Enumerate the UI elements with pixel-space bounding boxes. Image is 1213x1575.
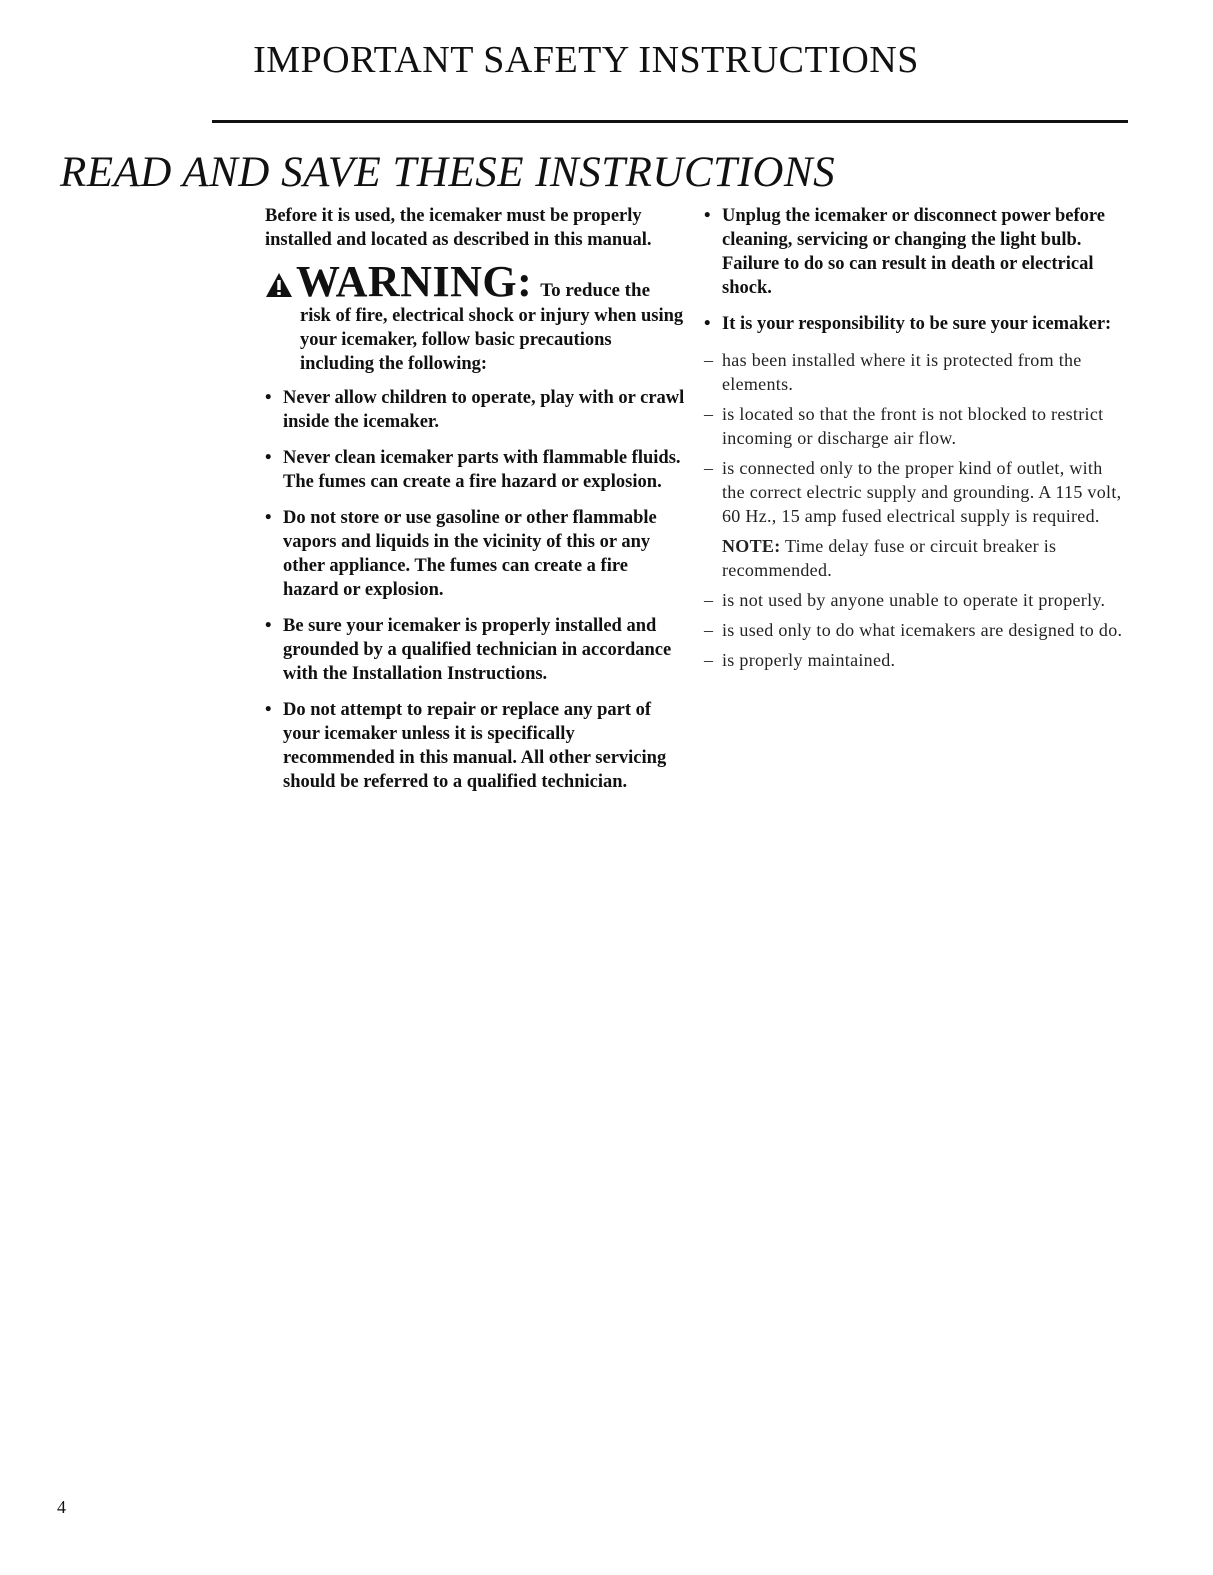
bullet-marker: • bbox=[265, 508, 272, 528]
bullet-marker: • bbox=[265, 700, 272, 720]
section-title: READ AND SAVE THESE INSTRUCTIONS bbox=[60, 149, 836, 196]
requirements-list-continued bbox=[704, 588, 1124, 672]
list-item bbox=[704, 312, 1124, 336]
list-item-text: is used only to do what icemakers are designed to do. bbox=[722, 620, 1123, 640]
list-item-text: has been installed where it is protected from the elements. bbox=[722, 350, 1082, 394]
warning-block bbox=[265, 257, 685, 376]
intro-paragraph: Before it is used, the icemaker must be properly installed and located as described in this manual. bbox=[265, 206, 652, 250]
list-item bbox=[265, 386, 685, 434]
page-number: 4 bbox=[57, 1497, 66, 1517]
warning-label: WARNING: bbox=[296, 257, 533, 306]
list-item-text: Do not store or use gasoline or other flammable vapors and liquids in the vicinity of this or any other appliance. The fumes can create a fire hazard or explosion. bbox=[283, 508, 657, 600]
list-item bbox=[265, 614, 685, 686]
note-label: NOTE: bbox=[722, 536, 781, 556]
bullet-marker: • bbox=[704, 314, 711, 334]
warning-text: risk of fire, electrical shock or injury when using your icemaker, follow basic precautions including the following: bbox=[300, 306, 684, 374]
right-column bbox=[704, 204, 1124, 678]
list-item bbox=[265, 446, 685, 494]
left-column bbox=[265, 204, 685, 806]
list-item bbox=[704, 348, 1124, 396]
list-item bbox=[704, 204, 1124, 300]
bullet-marker: • bbox=[265, 448, 272, 468]
bullet-marker: • bbox=[704, 206, 711, 226]
dash-marker: – bbox=[704, 458, 714, 478]
list-item bbox=[704, 456, 1124, 528]
list-item bbox=[704, 618, 1124, 642]
bullet-marker: • bbox=[265, 616, 272, 636]
header-divider bbox=[212, 120, 1128, 123]
warning-triangle-icon bbox=[265, 272, 293, 298]
list-item-text: is located so that the front is not blocked to restrict incoming or discharge air flow. bbox=[722, 404, 1104, 448]
page-header-title: IMPORTANT SAFETY INSTRUCTIONS bbox=[253, 39, 919, 81]
list-item-text: is properly maintained. bbox=[722, 650, 896, 670]
list-item-text: is connected only to the proper kind of outlet, with the correct electric supply and grounding. A 115 volt, 60 Hz., 15 amp fused electrical supply is required. bbox=[722, 458, 1122, 526]
list-item-text: Unplug the icemaker or disconnect power before cleaning, servicing or changing the light bulb. Failure to do so can result in death or electrical shock. bbox=[722, 206, 1105, 298]
list-item-text: Do not attempt to repair or replace any part of your icemaker unless it is specifically recommended in this manual. All other servicing should be referred to a qualified technician. bbox=[283, 700, 667, 792]
requirements-list bbox=[704, 348, 1124, 528]
note-paragraph bbox=[722, 534, 1124, 582]
list-item bbox=[704, 648, 1124, 672]
right-bullet-list bbox=[704, 204, 1124, 336]
list-item bbox=[704, 588, 1124, 612]
dash-marker: – bbox=[704, 650, 714, 670]
list-item-text: Never clean icemaker parts with flammable fluids. The fumes can create a fire hazard or explosion. bbox=[283, 448, 681, 492]
list-item-text: is not used by anyone unable to operate it properly. bbox=[722, 590, 1106, 610]
dash-marker: – bbox=[704, 404, 714, 424]
note-text: Time delay fuse or circuit breaker is recommended. bbox=[722, 536, 1057, 580]
left-bullet-list bbox=[265, 386, 685, 794]
dash-marker: – bbox=[704, 620, 714, 640]
warning-lead-text: To reduce the bbox=[540, 280, 651, 301]
list-item-text: Never allow children to operate, play with or crawl inside the icemaker. bbox=[283, 388, 685, 432]
dash-marker: – bbox=[704, 590, 714, 610]
dash-marker: – bbox=[704, 350, 714, 370]
list-item bbox=[265, 506, 685, 602]
list-item-text: Be sure your icemaker is properly installed and grounded by a qualified technician in accordance with the Installation Instructions. bbox=[283, 616, 672, 684]
list-item bbox=[265, 698, 685, 794]
bullet-marker: • bbox=[265, 388, 272, 408]
warning-heading bbox=[265, 257, 685, 306]
list-item-text: It is your responsibility to be sure your icemaker: bbox=[722, 314, 1112, 334]
list-item bbox=[704, 402, 1124, 450]
